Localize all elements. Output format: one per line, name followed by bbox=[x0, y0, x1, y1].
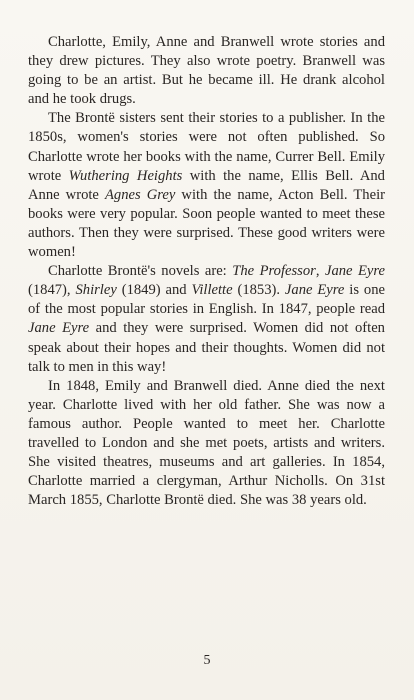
paragraph-3 bbox=[28, 262, 385, 377]
body-text bbox=[28, 33, 385, 510]
italic-title: Wuthering Heights bbox=[68, 167, 183, 184]
paragraph-1 bbox=[28, 33, 385, 109]
text-run: (1847), bbox=[28, 282, 76, 299]
italic-title: Villette bbox=[191, 282, 233, 299]
page-number: 5 bbox=[203, 653, 211, 668]
italic-title: Agnes Grey bbox=[104, 186, 176, 203]
text-run: with the name, Acton Bell. Their books were very popular. Soon people wanted to meet these authors. Then they were surprised. These good writers were women! bbox=[28, 186, 385, 261]
text-run: (1849) and bbox=[116, 282, 192, 299]
text-run: Charlotte, Emily, Anne and Branwell wrote stories and they drew pictures. They also wrote poetry. Branwell was going to be an artist. But he became ill. He drank alcohol and he took drugs. bbox=[28, 34, 385, 108]
text-run: In 1848, Emily and Branwell died. Anne died the next year. Charlotte lived with her old father. She was now a famous author. People wanted to meet her. Charlotte travelled to London and she met poets, artists and writers. She visited theatres, museums and art galleries. In 1854, Charlotte married a clergyman, Arthur Nicholls. On 31st March 1855, Charlotte Brontë died. She was 38 years old. bbox=[28, 377, 385, 509]
text-run: is one of the most popular stories in English. In 1847, people read bbox=[28, 282, 385, 318]
text-run: and they were surprised. Women did not often speak about their hopes and their thoughts. Women did not talk to men in this way! bbox=[28, 320, 385, 375]
paragraph-2 bbox=[28, 109, 385, 262]
italic-title: Jane Eyre bbox=[284, 282, 345, 299]
italic-title: The Professor bbox=[232, 263, 316, 280]
text-run: Charlotte Brontë's novels are: bbox=[48, 263, 233, 280]
paragraph-4 bbox=[28, 377, 385, 511]
italic-title: Jane Eyre bbox=[28, 320, 90, 337]
text-run: , bbox=[315, 263, 325, 280]
italic-title: Shirley bbox=[75, 282, 117, 299]
italic-title: Jane Eyre bbox=[324, 263, 386, 280]
text-run: The Brontë sisters sent their stories to a publisher. In the 1850s, women's stories were not often published. So Charlotte wrote her books with the name, Currer Bell. Emily wrote bbox=[28, 110, 385, 184]
text-run: (1853). bbox=[232, 282, 285, 299]
text-run: with the name, Ellis Bell. And Anne wrote bbox=[28, 167, 385, 203]
